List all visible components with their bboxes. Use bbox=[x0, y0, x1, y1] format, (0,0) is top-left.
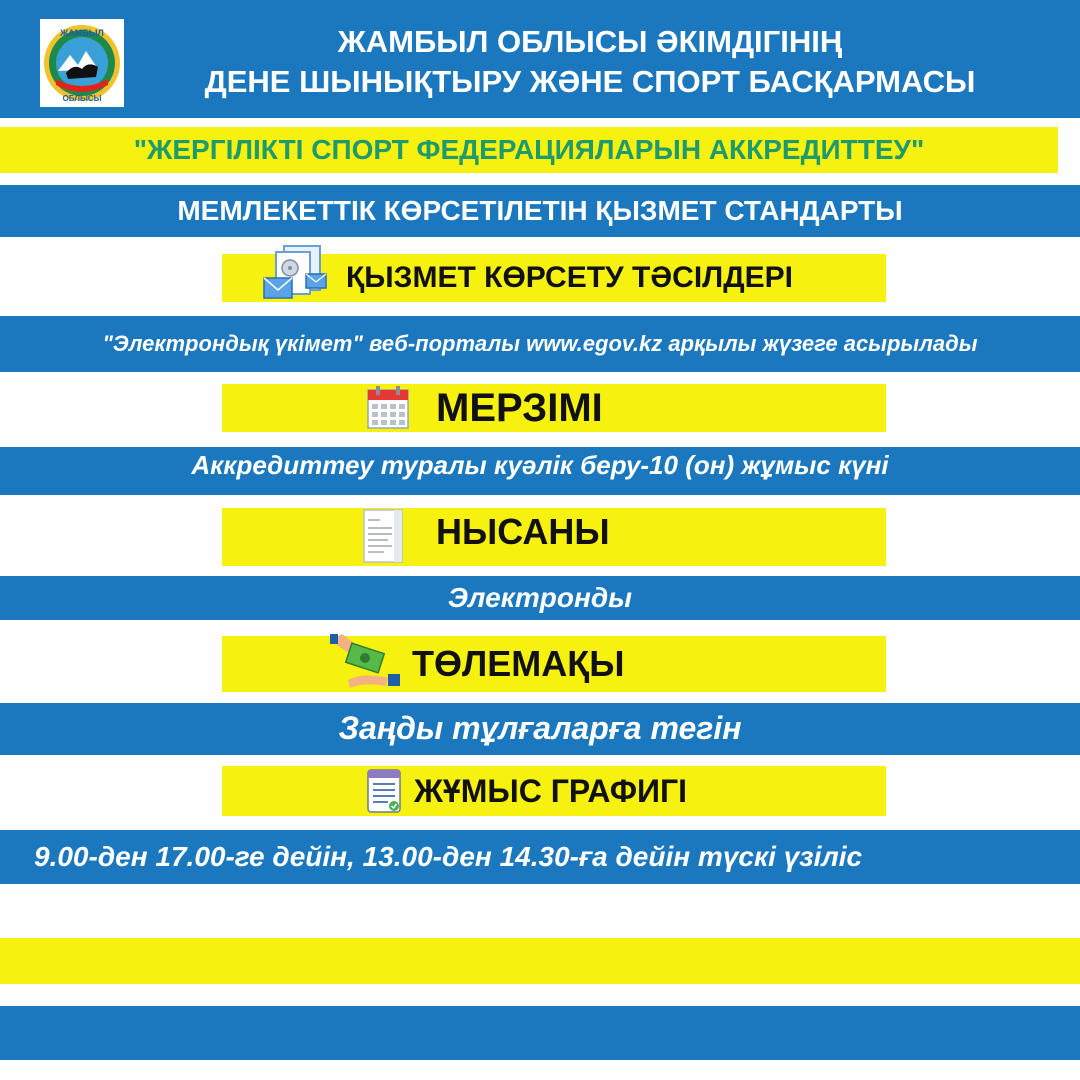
section-heading-label: МЕРЗІМІ bbox=[436, 386, 603, 430]
section-heading-methods bbox=[222, 254, 886, 302]
section-text-payment: Заңды тұлғаларға тегін bbox=[0, 703, 1080, 755]
money-hand-icon bbox=[328, 632, 404, 697]
documents-envelope-icon bbox=[262, 242, 330, 311]
service-title-banner bbox=[0, 127, 1058, 173]
section-heading-term bbox=[222, 384, 886, 432]
schedule-clipboard-icon bbox=[364, 766, 404, 821]
logo bbox=[40, 19, 124, 107]
section-heading-label: НЫСАНЫ bbox=[436, 511, 610, 552]
section-text-form: Электронды bbox=[0, 576, 1080, 620]
document-icon bbox=[358, 508, 408, 571]
section-heading-payment bbox=[222, 636, 886, 692]
header-banner bbox=[0, 0, 1080, 118]
section-text-schedule: 9.00-ден 17.00-ге дейін, 13.00-ден 14.30-ға дейін түскі үзіліс bbox=[0, 830, 1080, 884]
svg-text:ОБЛЫСЫ: ОБЛЫСЫ bbox=[62, 94, 102, 103]
section-heading-form bbox=[222, 508, 886, 566]
calendar-icon bbox=[364, 384, 412, 437]
service-title: "ЖЕРГІЛІКТІ СПОРТ ФЕДЕРАЦИЯЛАРЫН АККРЕДИТТЕУ" bbox=[133, 134, 925, 165]
header-title-line1: ЖАМБЫЛ ОБЛЫСЫ ӘКІМДІГІНІҢ bbox=[337, 24, 843, 59]
section-heading-label: ЖҰМЫС ГРАФИГІ bbox=[414, 773, 688, 809]
standard-title: МЕМЛЕКЕТТІК КӨРСЕТІЛЕТІН ҚЫЗМЕТ СТАНДАРТЫ bbox=[177, 195, 903, 226]
section-heading-label: ҚЫЗМЕТ КӨРСЕТУ ТӘСІЛДЕРІ bbox=[346, 261, 793, 294]
decorative-blue-band bbox=[0, 1006, 1080, 1060]
svg-text:ЖАМБЫЛ: ЖАМБЫЛ bbox=[60, 28, 104, 38]
standard-title-banner bbox=[0, 185, 1080, 237]
section-heading-schedule bbox=[222, 766, 886, 816]
section-text-methods: "Электрондық үкімет" веб-порталы www.egov.kz арқылы жүзеге асырылады bbox=[0, 316, 1080, 372]
header-title-line2: ДЕНЕ ШЫНЫҚТЫРУ ЖӘНЕ СПОРТ БАСҚАРМАСЫ bbox=[204, 64, 976, 99]
section-heading-label: ТӨЛЕМАҚЫ bbox=[412, 643, 625, 684]
zhambyl-region-emblem-icon bbox=[40, 19, 124, 107]
decorative-yellow-band bbox=[0, 938, 1080, 984]
section-text-term: Аккредиттеу туралы куәлік беру-10 (он) жұмыс күні bbox=[0, 447, 1080, 495]
